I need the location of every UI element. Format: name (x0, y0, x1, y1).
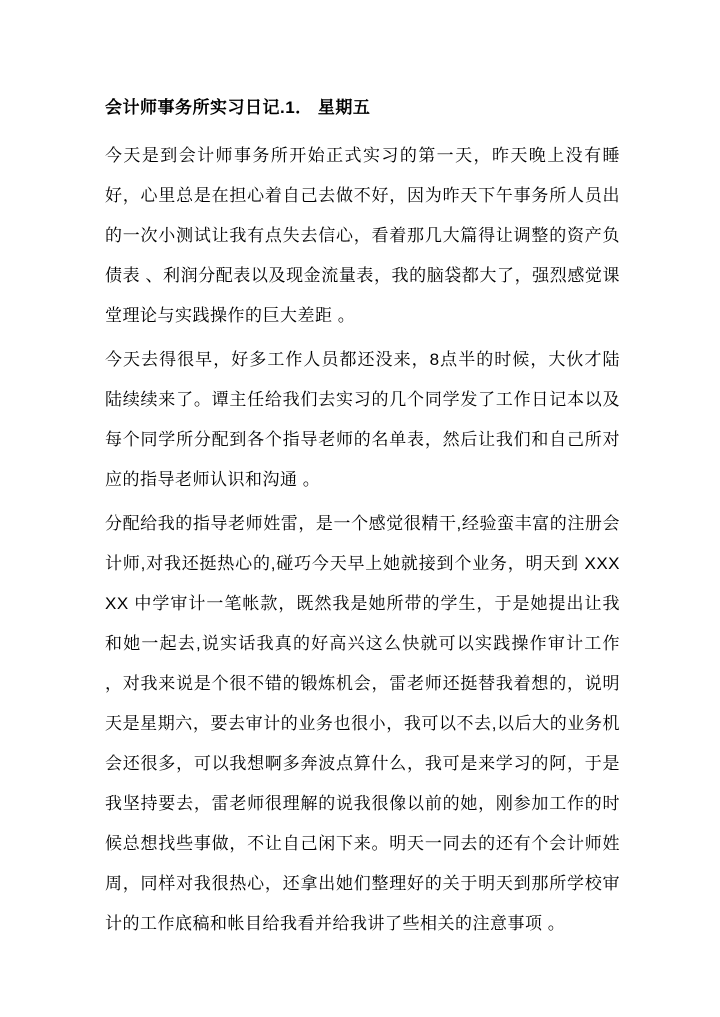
paragraph-1: 今天是到会计师事务所开始正式实习的第一天，昨天晚上没有睡好，心里总是在担心着自己去做不好，因为昨天下午事务所人员出的一次小测试让我有点失去信心，看着那几大篇得让调整的资产负债表 、利润分配表以及现金流量表，我的脑袋都大了，强烈感觉课堂理论与实践操作的巨大差距 。 (105, 146, 620, 325)
document-title: 会计师事务所实习日记.1． 星期五 (105, 98, 371, 117)
paragraph-3: 分配给我的指导老师姓雷，是一个感觉很精干,经验蛮丰富的注册会计师,对我还挺热心的,碰巧今天早上她就接到个业务，明天到 XXXXX 中学审计一笔帐款，既然我是她所带的学生，于是她提出让我和她一起去,说实话我真的好高兴这么快就可以实践操作审计工作 ，对我来说是个很不错的锻炼机会，雷老师还挺替我着想的，说明天是星期六，要去审计的业务也很小，我可以不去,以后大的业务机会还很多，可以我想啊多奔波点算什么，我可是来学习的阿，于是我坚持要去，雷老师很理解的说我很像以前的她，刚参加工作的时候总想找些事做，不让自己闲下来。明天一同去的还有个会计师姓周，同样对我很热心，还拿出她们整理好的关于明天到那所学校审计的工作底稿和帐目给我看并给我讲了些相关的注意事项 。 (105, 514, 620, 933)
paragraph-2: 今天去得很早，好多工作人员都还没来，8点半的时候，大伙才陆陆续续来了。谭主任给我们去实习的几个同学发了工作日记本以及每个同学所分配到各个指导老师的名单表，然后让我们和自己所对应的指导老师认识和沟通 。 (105, 350, 620, 489)
